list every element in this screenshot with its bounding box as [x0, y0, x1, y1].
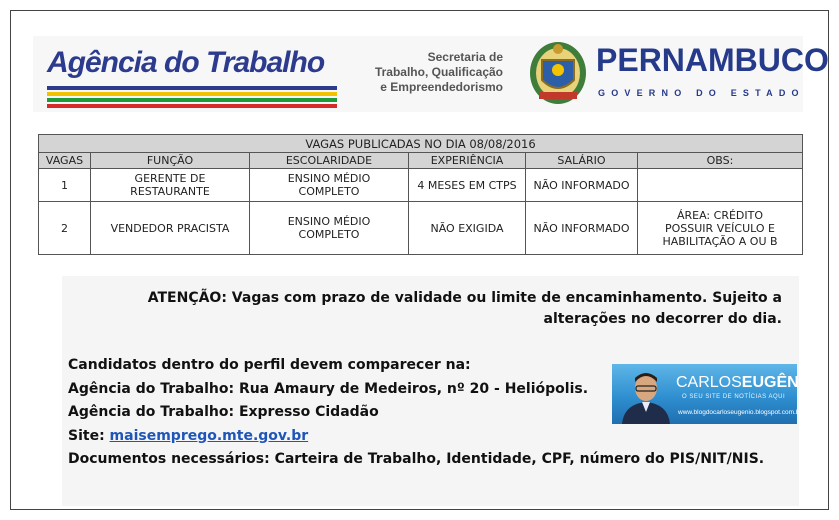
cell-vagas: 1	[39, 169, 91, 202]
documentos-text: Documentos necessários: Carteira de Trabalho, Identidade, CPF, número do PIS/NIT/NIS.	[68, 451, 765, 467]
cell-line: GERENTE DE	[134, 172, 206, 185]
promo-name-last: EUGÊNIO	[741, 374, 816, 391]
cell-funcao	[91, 202, 250, 255]
promo-name-first: CARLOS	[676, 374, 742, 391]
table-title-row	[39, 135, 803, 153]
logo-stripes	[47, 86, 337, 110]
agencia-expresso: Agência do Trabalho: Expresso Cidadão	[68, 404, 379, 420]
table-title: VAGAS PUBLICADAS NO DIA 08/08/2016	[39, 135, 803, 153]
cell-funcao	[91, 169, 250, 202]
secretaria-text	[363, 50, 503, 95]
cell-line: ÁREA: CRÉDITO	[676, 208, 764, 222]
cell-line: COMPLETO	[298, 185, 360, 198]
promo-url: www.blogdocarloseugenio.blogspot.com.br	[678, 409, 802, 416]
carlos-eugenio-banner[interactable]	[612, 364, 816, 424]
cell-obs	[638, 202, 803, 255]
table-row	[39, 169, 803, 202]
col-header-escolaridade: ESCOLARIDADE	[250, 153, 409, 169]
cell-line: COMPLETO	[298, 228, 360, 241]
col-header-experiencia: EXPERIÊNCIA	[409, 153, 526, 169]
cell-escolaridade	[250, 169, 409, 202]
col-header-salario: SALÁRIO	[526, 153, 638, 169]
col-header-funcao: FUNÇÃO	[91, 153, 250, 169]
logo-stripe	[47, 86, 337, 90]
vagas-table	[38, 134, 803, 255]
governo-do-estado: GOVERNO DO ESTADO	[598, 88, 805, 98]
table-row	[39, 202, 803, 255]
logo-stripe	[47, 92, 337, 96]
cell-line: HABILITAÇÃO A OU B	[662, 234, 778, 248]
cell-salario: NÃO INFORMADO	[526, 169, 638, 202]
agencia-address: Agência do Trabalho: Rua Amaury de Medeiros, nº 20 - Heliópolis.	[68, 380, 589, 397]
promo-subtitle: O SEU SITE DE NOTÍCIAS AQUI	[682, 394, 786, 400]
person-photo-icon	[616, 366, 676, 424]
site-link[interactable]: maisemprego.mte.gov.br	[109, 427, 309, 444]
cell-line: ENSINO MÉDIO	[287, 172, 371, 185]
secretaria-line: e Empreendedorismo	[380, 80, 503, 94]
table-header-row	[39, 153, 803, 169]
cell-obs	[638, 169, 803, 202]
col-header-obs: OBS:	[638, 153, 803, 169]
cell-line: VENDEDOR PRACISTA	[110, 221, 230, 235]
cell-line: ENSINO MÉDIO	[287, 215, 371, 228]
cell-escolaridade	[250, 202, 409, 255]
cell-experiencia: NÃO EXIGIDA	[409, 202, 526, 255]
pernambuco-crest-icon	[527, 40, 589, 106]
atencao-notice	[102, 288, 782, 330]
site-line	[68, 425, 764, 449]
agencia-logo-text: Agência do Trabalho	[47, 46, 325, 79]
cell-experiencia: 4 MESES EM CTPS	[409, 169, 526, 202]
secretaria-line: Trabalho, Qualificação	[374, 65, 503, 79]
secretaria-line: Secretaria de	[427, 50, 503, 64]
pernambuco-title: PERNAMBUCO	[596, 42, 829, 78]
site-label: Site:	[68, 427, 110, 444]
agencia-do-trabalho-logo	[41, 44, 341, 106]
candidatos-text: Candidatos dentro do perfil devem comparecer na:	[68, 357, 471, 373]
atencao-line: ATENÇÃO: Vagas com prazo de validade ou limite de encaminhamento. Sujeito a	[147, 290, 782, 306]
promo-name	[676, 374, 816, 392]
cell-line: RESTAURANTE	[130, 185, 210, 198]
header-banner	[33, 36, 829, 112]
cell-salario: NÃO INFORMADO	[526, 202, 638, 255]
logo-stripe	[47, 98, 337, 102]
cell-vagas: 2	[39, 202, 91, 255]
atencao-line: alterações no decorrer do dia.	[543, 311, 782, 327]
logo-stripe	[47, 104, 337, 108]
cell-line: POSSUIR VEÍCULO E	[665, 221, 775, 235]
col-header-vagas: VAGAS	[39, 153, 91, 169]
